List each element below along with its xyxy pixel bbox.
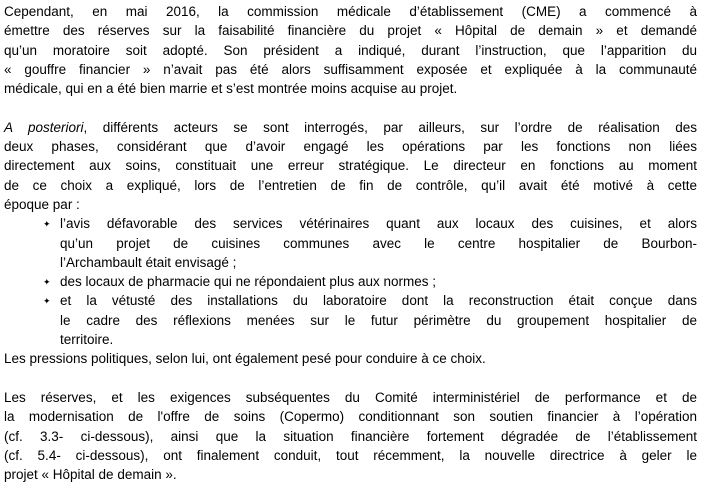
bullet-item (4, 291, 697, 349)
text-line: directement aux soins, constituait une erreur stratégique. Le directeur en fonctions au moment (4, 158, 697, 174)
text-line: Les réserves, et les exigences subséquentes du Comité interministériel de performance et de (4, 389, 697, 405)
bullet-icon: ✦ (43, 296, 51, 307)
blank-line (4, 369, 697, 388)
text-line: de ce choix a expliqué, lors de l’entretien de fin de contrôle, qu’il avait été motivé à cette (4, 177, 697, 193)
text-line (4, 118, 697, 137)
text-line: (cf. 5.4- ci-dessous), ont finalement conduit, tout récemment, la nouvelle directrice à geler le (4, 447, 697, 463)
text-line: qu’un projet de cuisines communes avec le centre hospitalier de Bourbon- (60, 235, 697, 251)
blank-line (4, 98, 697, 117)
text-line: le cadre des réflexions menées sur le futur périmètre du groupement hospitalier de (60, 312, 697, 328)
text-line: la modernisation de l'offre de soins (Copermo) conditionnant son soutien financier à l’opération (4, 409, 697, 425)
text-segment: , différents acteurs se sont interrogés, par ailleurs, sur l’ordre de réalisation des (83, 119, 697, 135)
document-body (4, 2, 697, 484)
text-line: Les pressions politiques, selon lui, ont également pesé pour conduire à ce choix. (4, 351, 486, 367)
bullet-item (4, 214, 697, 272)
text-line: territoire. (60, 332, 114, 348)
text-line: projet « Hôpital de demain ». (4, 467, 177, 483)
text-line: émettre des réserves sur la faisabilité financière du projet « Hôpital de demain » et demandé (4, 23, 697, 39)
text-line: « gouffre financier » n’avait pas été alors suffisamment exposée et expliquée à la communauté (4, 61, 697, 77)
text-line: (cf. 3.3- ci-dessous), ainsi que la situation financière fortement dégradée de l’établissement (4, 428, 697, 444)
bullet-icon: ✦ (43, 277, 51, 288)
text-line: des locaux de pharmacie qui ne répondaient plus aux normes ; (60, 274, 436, 290)
paragraph (4, 118, 697, 214)
text-line: époque par : (4, 196, 80, 212)
bullet-list (4, 214, 697, 349)
text-line: l’Archambault était envisagé ; (60, 254, 237, 270)
text-line: deux phases, considérant que d’avoir engagé les opérations par les fonctions non liées (4, 139, 697, 155)
text-line: Cependant, en mai 2016, la commission médicale d’établissement (CME) a commencé à (4, 4, 697, 19)
text-line: et la vétusté des installations du laboratoire dont la reconstruction était conçue dans (60, 293, 697, 309)
paragraph (4, 388, 697, 484)
text-line: médicale, qui en a été bien marrie et s’est montrée moins acquise au projet. (4, 81, 458, 97)
paragraph (4, 2, 697, 98)
bullet-icon: ✦ (43, 219, 51, 230)
text-line: qu’un moratoire soit adopté. Son président a indiqué, durant l’instruction, que l’apparition du (4, 42, 697, 58)
paragraph (4, 349, 697, 368)
text-line: l’avis défavorable des services vétérinaires quant aux locaux des cuisines, et alors (60, 216, 697, 232)
bullet-item (4, 272, 697, 291)
italic-text-segment: A posteriori (4, 119, 84, 135)
